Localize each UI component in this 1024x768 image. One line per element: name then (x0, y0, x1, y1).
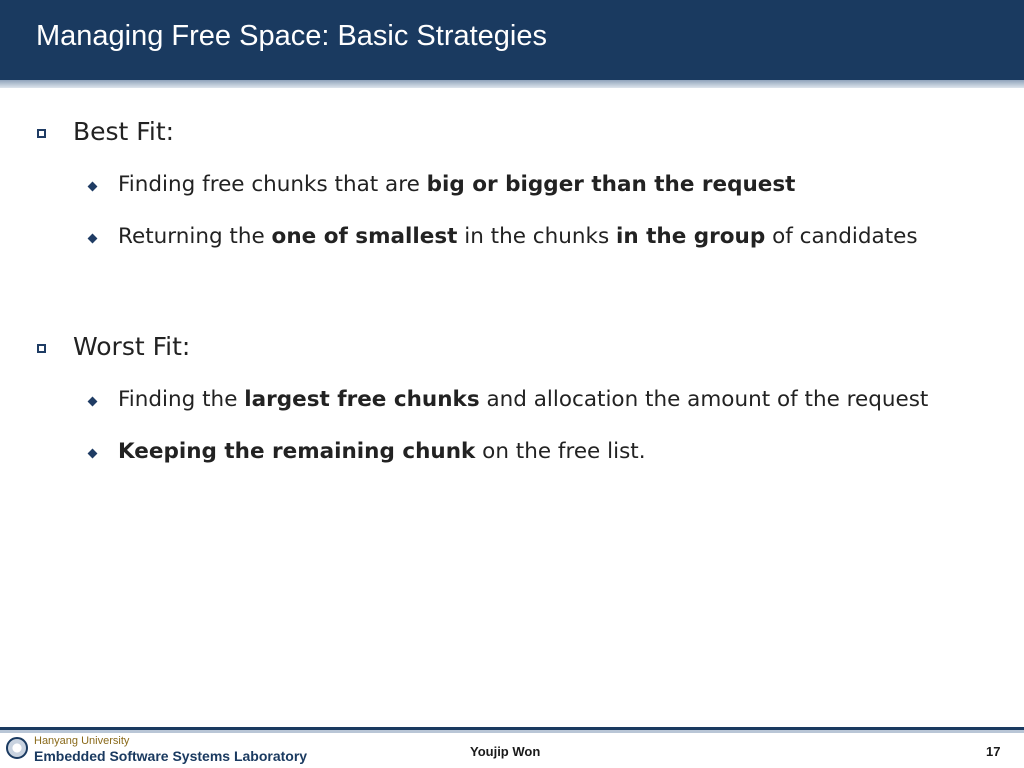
diamond-bullet-icon (88, 234, 98, 244)
bullet-best-fit-2 (118, 224, 918, 249)
bullet-worst-fit-2 (118, 439, 646, 464)
bullet-text: Finding free chunks that are (118, 172, 427, 197)
lab-name: Embedded Software Systems Laboratory (34, 748, 308, 764)
bullet-text: in the chunks (457, 224, 616, 249)
section-heading-best-fit: Best Fit: (73, 117, 175, 146)
diamond-bullet-icon (88, 182, 98, 192)
university-seal-icon (6, 737, 28, 759)
slide-title: Managing Free Space: Basic Strategies (36, 20, 547, 52)
hollow-square-bullet-icon (37, 344, 46, 353)
title-bar-divider (0, 80, 1024, 88)
bullet-text: on the free list. (475, 439, 646, 464)
title-bar (0, 0, 1024, 80)
page-number: 17 (986, 744, 1001, 759)
bullet-worst-fit-1 (118, 387, 928, 412)
diamond-bullet-icon (88, 449, 98, 459)
bullet-text: and allocation the amount of the request (479, 387, 929, 412)
university-name: Hanyang University (34, 735, 130, 747)
bullet-emphasis: Keeping the remaining chunk (118, 439, 476, 464)
diamond-bullet-icon (88, 397, 98, 407)
bullet-best-fit-1 (118, 172, 795, 197)
bullet-text: of candidates (765, 224, 918, 249)
author-name: Youjip Won (470, 744, 541, 759)
bullet-text: Returning the (118, 224, 272, 249)
bullet-emphasis: big or bigger than the request (426, 172, 796, 197)
bullet-emphasis: one of smallest (271, 224, 458, 249)
bullet-text: Finding the (118, 387, 245, 412)
bullet-emphasis: in the group (615, 224, 766, 249)
hollow-square-bullet-icon (37, 129, 46, 138)
bullet-emphasis: largest free chunks (244, 387, 480, 412)
footer-divider-light (0, 730, 1024, 733)
section-heading-worst-fit: Worst Fit: (73, 332, 191, 361)
